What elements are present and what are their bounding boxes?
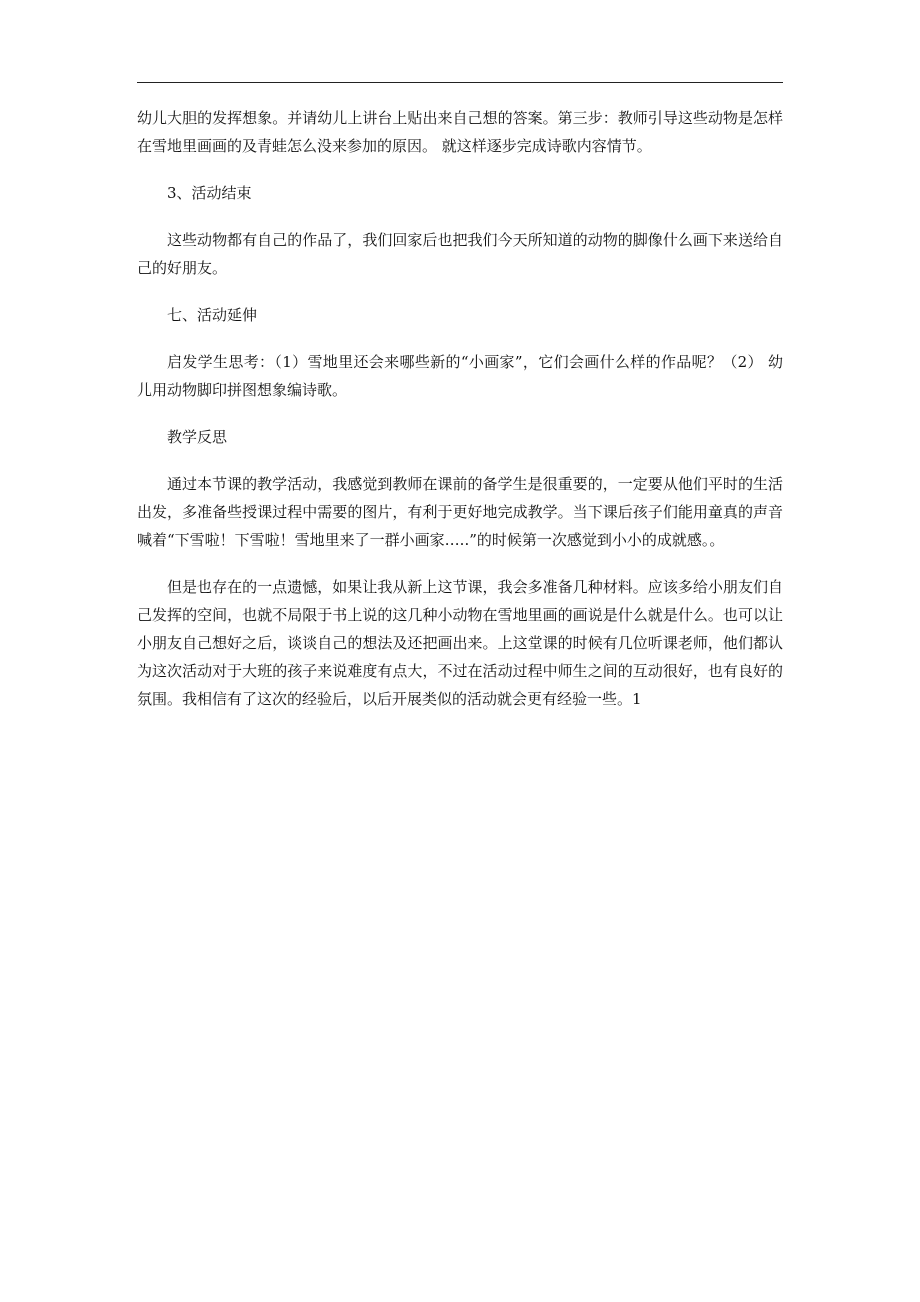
section-heading-activity-extension: 七、活动延伸 — [167, 306, 258, 324]
section-heading-teaching-reflection: 教学反思 — [167, 428, 228, 446]
section-heading-activity-end: 3、活动结束 — [167, 184, 252, 202]
paragraph-reflection-1: 通过本节课的教学活动，我感觉到教师在课前的备学生是很重要的，一定要从他们平时的生活出发，多准备些授课过程中需要的图片，有利于更好地完成教学。当下课后孩子们能用童真的声音喊着“下雪啦！下雪啦！雪地里来了一群小画家…..”的时候第一次感觉到小小的成就感。。 — [137, 475, 783, 549]
header-rule — [137, 82, 783, 83]
paragraph-reflection-2: 但是也存在的一点遗憾，如果让我从新上这节课，我会多准备几种材料。应该多给小朋友们自己发挥的空间，也就不局限于书上说的这几种小动物在雪地里画的画说是什么就是什么。也可以让小朋友自己想好之后，谈谈自己的想法及还把画出来。上这堂课的时候有几位听课老师，他们都认为这次活动对于大班的孩子来说难度有点大，不过在活动过程中师生之间的互动很好，也有良好的氛围。我相信有了这次的经验后，以后开展类似的活动就会更有经验一些。1 — [137, 578, 783, 708]
paragraph-activity-extension: 启发学生思考：（1）雪地里还会来哪些新的“小画家”，它们会画什么样的作品呢？（2） 幼儿用动物脚印拼图想象编诗歌。 — [137, 353, 783, 399]
document-body — [137, 104, 783, 732]
paragraph-activity-end: 这些动物都有自己的作品了，我们回家后也把我们今天所知道的动物的脚像什么画下来送给自己的好朋友。 — [137, 231, 783, 277]
paragraph-continuation: 幼儿大胆的发挥想象。并请幼儿上讲台上贴出来自己想的答案。第三步：教师引导这些动物是怎样在雪地里画画的及青蛙怎么没来参加的原因。 就这样逐步完成诗歌内容情节。 — [137, 109, 783, 155]
